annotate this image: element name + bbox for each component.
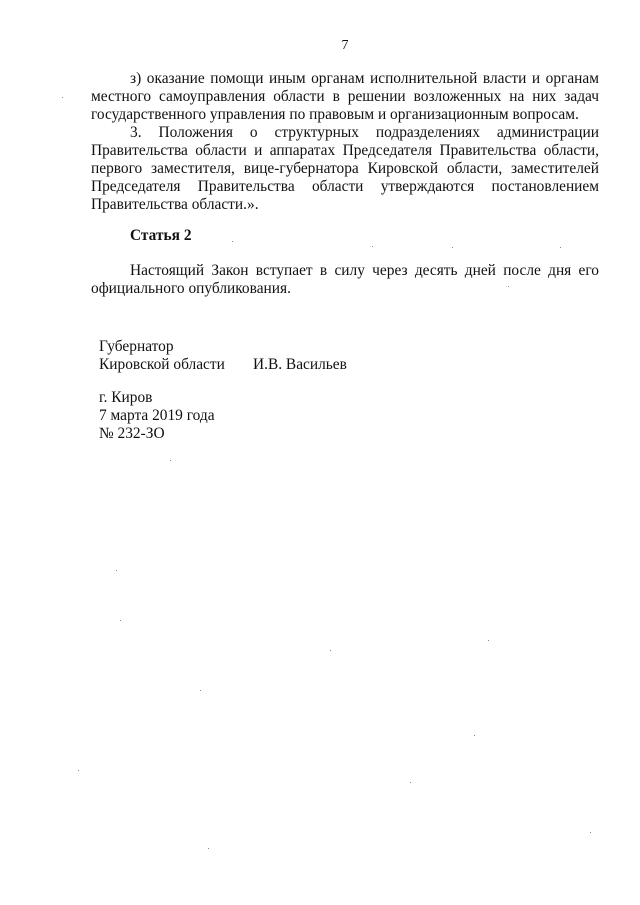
place-of-signing: г. Киров <box>99 389 153 406</box>
page-number: 7 <box>341 38 349 53</box>
scan-speck <box>170 460 171 461</box>
scan-speck <box>372 246 373 247</box>
article-body <box>91 262 599 298</box>
amendment-text <box>91 70 599 214</box>
signatory-title-line2: Кировской области <box>99 356 225 373</box>
scan-speck <box>116 570 117 571</box>
scan-speck <box>208 848 209 849</box>
scan-speck <box>330 650 331 651</box>
signatory-title-row <box>99 356 347 374</box>
scan-speck <box>474 735 475 736</box>
paragraph-item-z: з) оказание помощи иным органам исполнительной власти и органам местного самоуправления области в решении возложенных на них задач государственного управления по правовым и организационным вопросам. <box>91 70 599 123</box>
article-paragraph: Настоящий Закон вступает в силу через десять дней после дня его официального опубликования. <box>91 262 599 297</box>
scan-speck <box>62 97 63 98</box>
scan-speck <box>120 620 121 621</box>
scan-speck <box>78 770 79 771</box>
scan-speck <box>232 241 233 242</box>
scan-speck <box>488 640 489 641</box>
article-heading: Статья 2 <box>130 227 192 244</box>
document-footer <box>99 389 215 443</box>
signature-block <box>99 338 347 374</box>
scan-speck <box>200 690 201 691</box>
law-number: № 232-ЗО <box>99 425 165 442</box>
scan-speck <box>452 247 453 248</box>
signatory-name: И.В. Васильев <box>253 356 347 373</box>
paragraph-item-3: 3. Положения о структурных подразделениях администрации Правительства области и аппаратах Председателя Правительства области, первого заместителя, вице-губернатора Кировской области, заместителей Председателя Правительства области утверждаются постановлением Правительства области.». <box>91 124 599 213</box>
signing-date: 7 марта 2019 года <box>99 407 215 424</box>
scan-speck <box>560 247 561 248</box>
scan-speck <box>410 782 411 783</box>
scan-speck <box>508 286 509 287</box>
scan-speck <box>590 832 591 833</box>
signatory-title-line1: Губернатор <box>99 338 174 355</box>
